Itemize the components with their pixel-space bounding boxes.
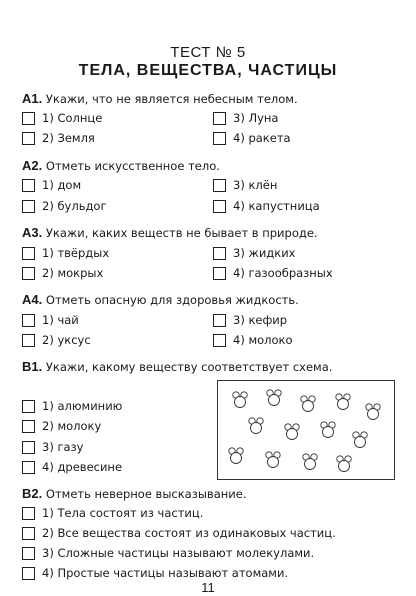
checkbox[interactable] xyxy=(213,334,226,347)
option-label: 3) Сложные частицы называют молекулами. xyxy=(42,546,315,560)
question-code: А4. xyxy=(22,292,43,307)
option-label: 4) Простые частицы называют атомами. xyxy=(42,566,289,580)
checkbox[interactable] xyxy=(22,461,35,474)
option-label: 1) Тела состоят из частиц. xyxy=(42,506,204,520)
question-text: Укажи, что не является небесным телом. xyxy=(45,92,298,106)
option-label: 4) капустница xyxy=(233,199,320,213)
option-label: 2) молоку xyxy=(42,419,102,433)
molecule xyxy=(285,424,299,440)
option-a3-1[interactable] xyxy=(22,246,109,260)
option-a1-3[interactable] xyxy=(213,111,278,125)
option-label: 3) кефир xyxy=(233,313,288,327)
question-text: Укажи, каких веществ не бывает в природе. xyxy=(45,226,318,240)
question-b2 xyxy=(22,487,246,501)
checkbox[interactable] xyxy=(213,112,226,125)
molecule xyxy=(301,396,315,412)
question-text: Отметь опасную для здоровья жидкость. xyxy=(45,293,299,307)
test-number-title: ТЕСТ № 5 xyxy=(170,44,246,61)
option-label: 3) клён xyxy=(233,178,278,192)
checkbox[interactable] xyxy=(22,507,35,520)
option-a1-1[interactable] xyxy=(22,111,102,125)
option-label: 2) Все вещества состоят из одинаковых частиц. xyxy=(42,526,336,540)
option-label: 4) молоко xyxy=(233,333,293,347)
option-a4-1[interactable] xyxy=(22,313,79,327)
question-a1 xyxy=(22,92,298,106)
option-label: 1) чай xyxy=(42,313,79,327)
checkbox[interactable] xyxy=(22,314,35,327)
option-a3-3[interactable] xyxy=(213,246,295,260)
molecule xyxy=(303,454,317,470)
molecule xyxy=(266,452,280,468)
question-text: Отметь искусственное тело. xyxy=(45,159,220,173)
particle-scheme-diagram xyxy=(217,380,395,480)
option-a3-2[interactable] xyxy=(22,266,103,280)
option-label: 1) твёрдых xyxy=(42,246,110,260)
particle-scheme-svg xyxy=(218,381,394,479)
option-label: 1) алюминию xyxy=(42,399,123,413)
question-a4 xyxy=(22,293,299,307)
option-b1-3[interactable] xyxy=(22,440,83,454)
molecule xyxy=(353,432,367,448)
checkbox[interactable] xyxy=(213,179,226,192)
question-b1 xyxy=(22,360,332,374)
question-code: А1. xyxy=(22,91,43,106)
option-label: 2) Земля xyxy=(42,131,95,145)
option-b1-1[interactable] xyxy=(22,399,122,413)
option-a4-2[interactable] xyxy=(22,333,91,347)
checkbox[interactable] xyxy=(22,400,35,413)
molecule xyxy=(337,456,351,472)
option-a2-1[interactable] xyxy=(22,178,81,192)
molecule xyxy=(249,418,263,434)
option-label: 3) жидких xyxy=(233,246,296,260)
checkbox[interactable] xyxy=(22,267,35,280)
checkbox[interactable] xyxy=(213,267,226,280)
option-a4-4[interactable] xyxy=(213,333,293,347)
option-label: 1) дом xyxy=(42,178,82,192)
option-label: 4) ракета xyxy=(233,131,291,145)
option-b2-4[interactable] xyxy=(22,566,288,580)
molecule xyxy=(233,392,247,408)
molecule xyxy=(366,404,380,420)
option-b2-1[interactable] xyxy=(22,506,203,520)
question-code: А3. xyxy=(22,225,43,240)
checkbox[interactable] xyxy=(22,441,35,454)
option-a2-2[interactable] xyxy=(22,199,107,213)
option-label: 2) мокрых xyxy=(42,266,104,280)
option-b1-4[interactable] xyxy=(22,460,122,474)
molecule xyxy=(267,390,281,406)
option-b2-2[interactable] xyxy=(22,526,336,540)
option-a3-4[interactable] xyxy=(213,266,333,280)
test-topic-title: ТЕЛА, ВЕЩЕСТВА, ЧАСТИЦЫ xyxy=(78,62,338,79)
molecule xyxy=(321,422,335,438)
question-a2 xyxy=(22,159,220,173)
option-label: 1) Солнце xyxy=(42,111,103,125)
checkbox[interactable] xyxy=(213,200,226,213)
question-code: В2. xyxy=(22,486,43,501)
question-code: А2. xyxy=(22,158,43,173)
option-label: 2) уксус xyxy=(42,333,91,347)
question-code: В1. xyxy=(22,359,43,374)
checkbox[interactable] xyxy=(22,334,35,347)
question-text: Отметь неверное высказывание. xyxy=(45,487,247,501)
option-label: 2) бульдог xyxy=(42,199,107,213)
option-label: 4) газообразных xyxy=(233,266,333,280)
checkbox[interactable] xyxy=(22,420,35,433)
option-label: 4) древесине xyxy=(42,460,123,474)
option-a2-3[interactable] xyxy=(213,178,277,192)
checkbox[interactable] xyxy=(213,314,226,327)
option-label: 3) газу xyxy=(42,440,84,454)
option-b1-2[interactable] xyxy=(22,419,101,433)
option-a1-4[interactable] xyxy=(213,131,291,145)
question-a3 xyxy=(22,226,318,240)
checkbox[interactable] xyxy=(22,547,35,560)
option-a2-4[interactable] xyxy=(213,199,320,213)
molecule xyxy=(229,448,243,464)
option-a1-2[interactable] xyxy=(22,131,95,145)
question-text: Укажи, какому веществу соответствует схема. xyxy=(45,360,333,374)
option-b2-3[interactable] xyxy=(22,546,314,560)
checkbox[interactable] xyxy=(213,132,226,145)
page-number: 11 xyxy=(201,580,215,595)
checkbox[interactable] xyxy=(22,527,35,540)
option-a4-3[interactable] xyxy=(213,313,287,327)
checkbox[interactable] xyxy=(213,247,226,260)
checkbox[interactable] xyxy=(22,247,35,260)
option-label: 3) Луна xyxy=(233,111,279,125)
checkbox[interactable] xyxy=(22,179,35,192)
molecule xyxy=(336,394,350,410)
checkbox[interactable] xyxy=(22,567,35,580)
checkbox[interactable] xyxy=(22,112,35,125)
checkbox[interactable] xyxy=(22,132,35,145)
checkbox[interactable] xyxy=(22,200,35,213)
